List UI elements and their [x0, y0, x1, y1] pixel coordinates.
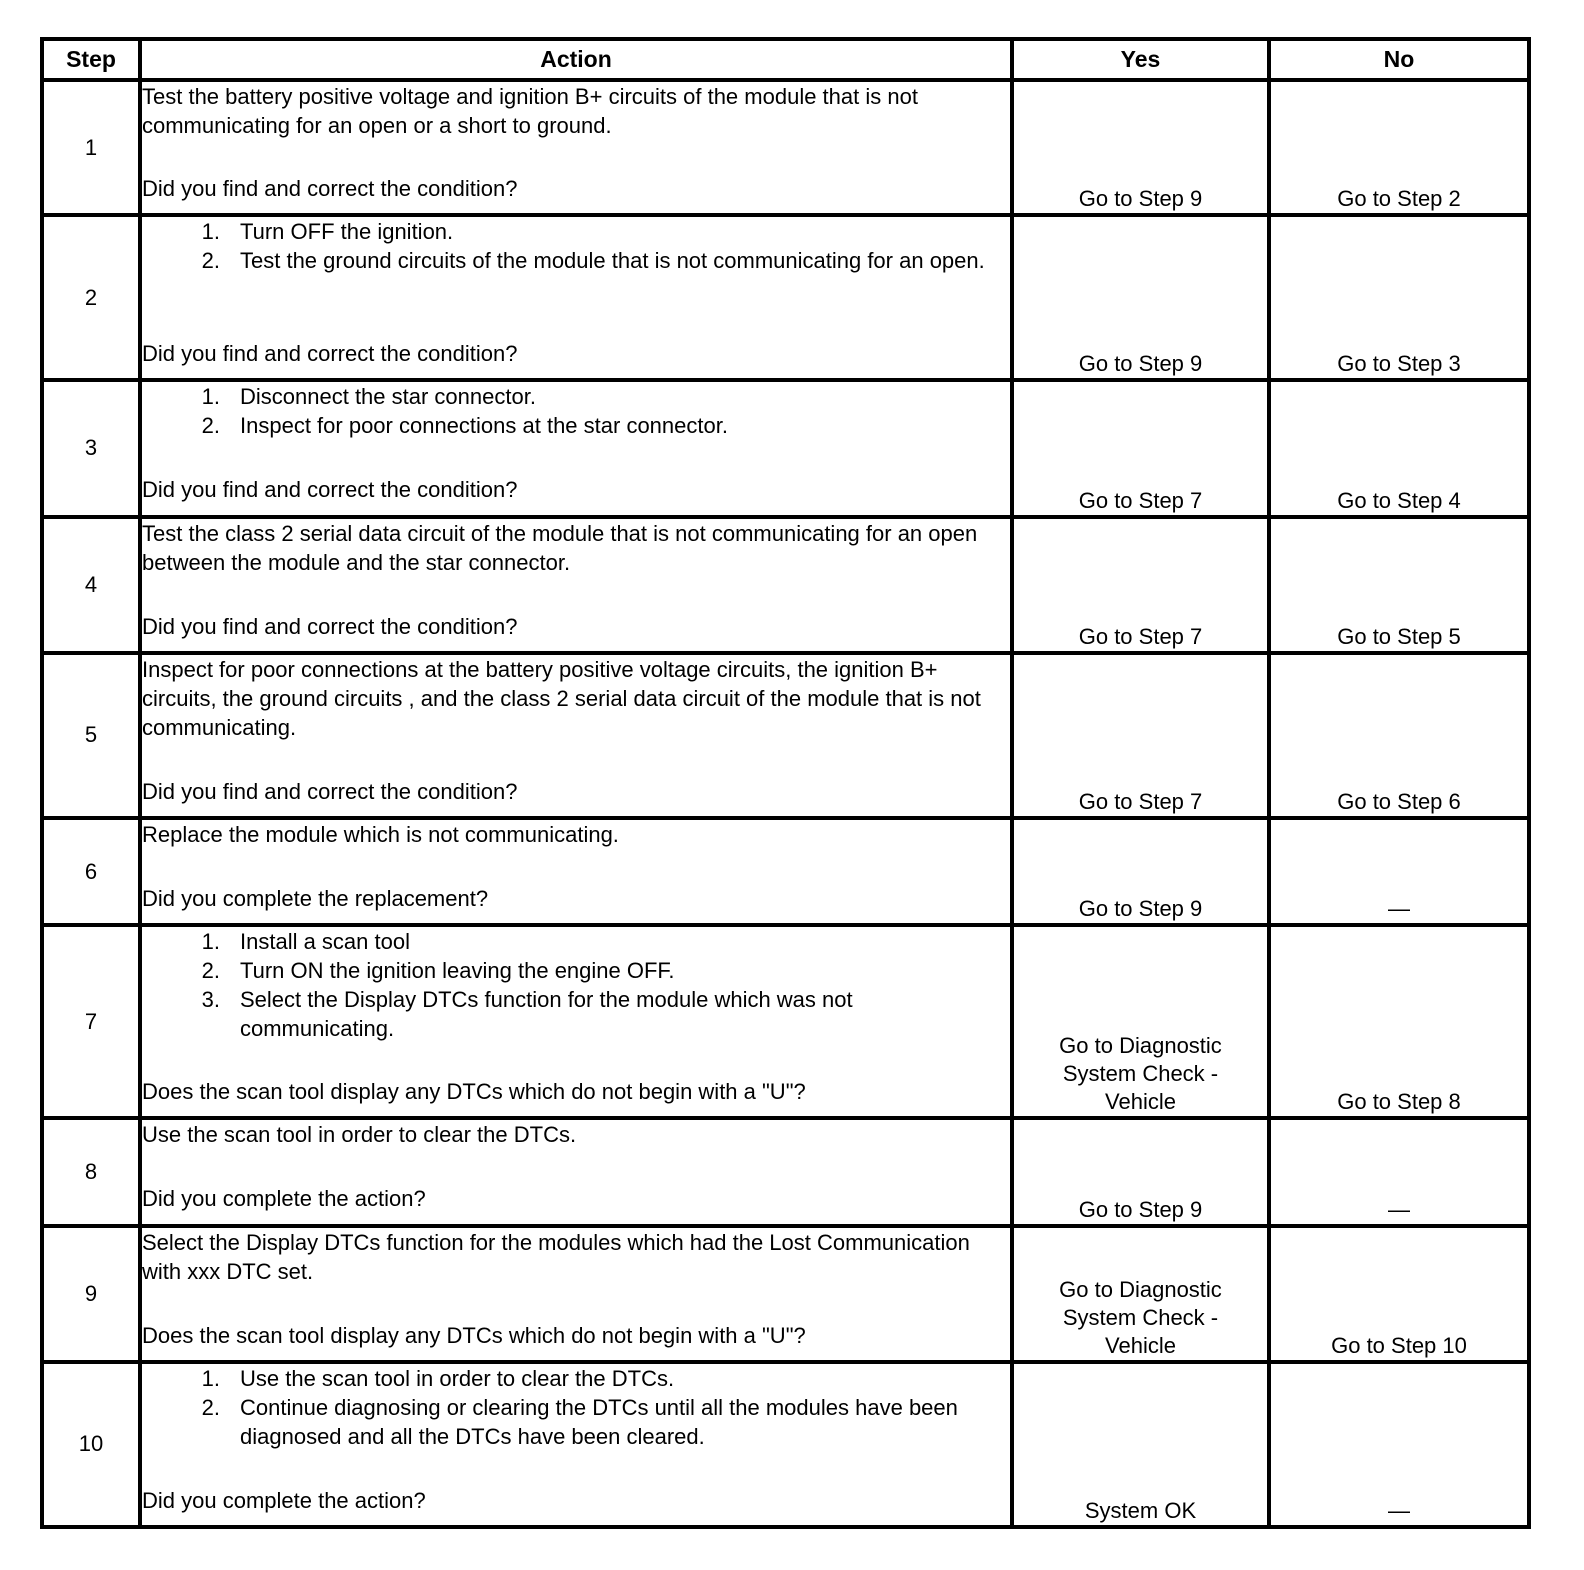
- no-result: Go to Step 5: [1269, 517, 1529, 653]
- substep-number: 1.: [201, 384, 220, 410]
- yes-result-text: Go to Diagnostic System Check - Vehicle: [1059, 1276, 1222, 1358]
- action-question: Did you complete the action?: [142, 1487, 426, 1513]
- no-result: Go to Step 3: [1269, 215, 1529, 380]
- step-number: 6: [42, 818, 140, 925]
- yes-result-text: Go to Step 9: [1078, 351, 1203, 377]
- action-instruction: Inspect for poor connections at the battery positive voltage circuits, the ignition B+ circuits, the ground circuits , and the class 2 serial data circuit of the module that is not communicating.: [142, 656, 981, 740]
- yes-result-text: Go to Step 7: [1078, 788, 1203, 814]
- substep-text: Turn OFF the ignition.: [240, 219, 454, 245]
- table-row: [42, 80, 1529, 215]
- action-cell: [140, 653, 1012, 818]
- substep-number: 1.: [201, 1365, 220, 1391]
- action-cell: [140, 1118, 1012, 1225]
- step-number: 10: [42, 1362, 140, 1527]
- action-cell: [140, 1362, 1012, 1527]
- substep-list: [142, 382, 1010, 440]
- yes-result-text: Go to Step 9: [1078, 1196, 1203, 1222]
- substep-text: Continue diagnosing or clearing the DTCs until all the modules have been diagnosed and all the DTCs have been cleared.: [240, 1394, 958, 1449]
- no-result: Go to Step 4: [1269, 380, 1529, 516]
- no-result: —: [1269, 1362, 1529, 1527]
- action-instruction: Test the battery positive voltage and ignition B+ circuits of the module that is not communicating for an open or a short to ground.: [142, 84, 918, 138]
- yes-result: [1012, 925, 1269, 1118]
- header-step: Step: [42, 39, 140, 80]
- action-question: Does the scan tool display any DTCs which do not begin with a "U"?: [142, 1079, 806, 1105]
- table-row: [42, 1226, 1529, 1362]
- yes-result-text: System OK: [1084, 1498, 1197, 1523]
- substep-item: [142, 246, 1010, 275]
- action-question: Did you find and correct the condition?: [142, 613, 518, 639]
- step-number: 8: [42, 1118, 140, 1225]
- substep-list: [142, 927, 1010, 1043]
- step-number: 3: [42, 380, 140, 516]
- action-question: Did you complete the action?: [142, 1186, 426, 1212]
- substep-item: [142, 411, 1010, 440]
- action-instruction: Test the class 2 serial data circuit of the module that is not communicating for an open between the module and the star connector.: [142, 520, 978, 575]
- substep-text: Disconnect the star connector.: [240, 384, 536, 410]
- diagnostic-table: [40, 37, 1531, 1529]
- table-row: [42, 925, 1529, 1118]
- substep-item: [142, 927, 1010, 956]
- step-number: 5: [42, 653, 140, 818]
- action-instruction: Replace the module which is not communicating.: [142, 821, 619, 847]
- substep-number: 1.: [201, 929, 220, 955]
- action-cell: [140, 80, 1012, 215]
- yes-result: [1012, 818, 1269, 925]
- yes-result-text: Go to Step 9: [1078, 186, 1203, 212]
- header-yes: Yes: [1012, 39, 1269, 80]
- table-row: [42, 1362, 1529, 1527]
- step-number: 2: [42, 215, 140, 380]
- substep-text: Test the ground circuits of the module that is not communicating for an open.: [240, 248, 985, 274]
- header-no: No: [1269, 39, 1529, 80]
- substep-item: [142, 382, 1010, 411]
- no-result: —: [1269, 818, 1529, 925]
- substep-item: [142, 1393, 1010, 1451]
- action-cell: [140, 1226, 1012, 1362]
- substep-text: Turn ON the ignition leaving the engine OFF.: [240, 958, 675, 984]
- substep-text: Use the scan tool in order to clear the DTCs.: [240, 1365, 675, 1391]
- action-question: Does the scan tool display any DTCs which do not begin with a "U"?: [142, 1322, 806, 1348]
- table-row: [42, 215, 1529, 380]
- step-number: 1: [42, 80, 140, 215]
- no-result: Go to Step 2: [1269, 80, 1529, 215]
- step-number: 9: [42, 1226, 140, 1362]
- table-row: [42, 818, 1529, 925]
- table-row: [42, 1118, 1529, 1225]
- substep-text: Inspect for poor connections at the star connector.: [240, 413, 728, 439]
- yes-result: [1012, 380, 1269, 516]
- action-question: Did you find and correct the condition?: [142, 341, 518, 367]
- yes-result-text: Go to Diagnostic System Check - Vehicle: [1059, 1033, 1222, 1115]
- action-question: Did you find and correct the condition?: [142, 778, 518, 804]
- substep-number: 2.: [201, 1394, 220, 1420]
- yes-result-text: Go to Step 7: [1078, 487, 1203, 513]
- no-result: —: [1269, 1118, 1529, 1225]
- yes-result: [1012, 517, 1269, 653]
- action-question: Did you complete the replacement?: [142, 885, 489, 911]
- action-cell: [140, 517, 1012, 653]
- substep-list: [142, 1364, 1010, 1451]
- table-row: [42, 380, 1529, 516]
- yes-result: [1012, 1118, 1269, 1225]
- action-question: Did you find and correct the condition?: [142, 477, 518, 503]
- action-question: Did you find and correct the condition?: [142, 176, 518, 201]
- substep-item: [142, 956, 1010, 985]
- substep-number: 2.: [201, 248, 220, 274]
- substep-number: 2.: [201, 958, 220, 984]
- substep-number: 3.: [201, 987, 220, 1013]
- yes-result-text: Go to Step 7: [1078, 623, 1203, 649]
- substep-item: [142, 985, 1010, 1043]
- action-instruction: Use the scan tool in order to clear the DTCs.: [142, 1122, 577, 1148]
- action-cell: [140, 215, 1012, 380]
- substep-text: Select the Display DTCs function for the module which was not communicating.: [240, 987, 853, 1042]
- substep-number: 2.: [201, 413, 220, 439]
- substep-item: [142, 217, 1010, 246]
- yes-result-text: Go to Step 9: [1078, 896, 1203, 922]
- yes-result: [1012, 215, 1269, 380]
- action-cell: [140, 925, 1012, 1118]
- table-row: [42, 653, 1529, 818]
- yes-result: [1012, 1362, 1269, 1527]
- no-result: Go to Step 6: [1269, 653, 1529, 818]
- substep-text: Install a scan tool: [240, 929, 410, 955]
- action-instruction: Select the Display DTCs function for the modules which had the Lost Communication with xxx DTC set.: [142, 1229, 970, 1284]
- substep-list: [142, 217, 1010, 275]
- yes-result: [1012, 653, 1269, 818]
- action-cell: [140, 818, 1012, 925]
- no-result: Go to Step 8: [1269, 925, 1529, 1118]
- step-number: 4: [42, 517, 140, 653]
- no-result: Go to Step 10: [1269, 1226, 1529, 1362]
- header-action: Action: [140, 39, 1012, 80]
- action-cell: [140, 380, 1012, 516]
- yes-result: [1012, 1226, 1269, 1362]
- table-body: [42, 80, 1529, 1527]
- yes-result: [1012, 80, 1269, 215]
- step-number: 7: [42, 925, 140, 1118]
- substep-item: [142, 1364, 1010, 1393]
- substep-number: 1.: [201, 219, 220, 245]
- table-row: [42, 517, 1529, 653]
- header-row: [42, 39, 1529, 80]
